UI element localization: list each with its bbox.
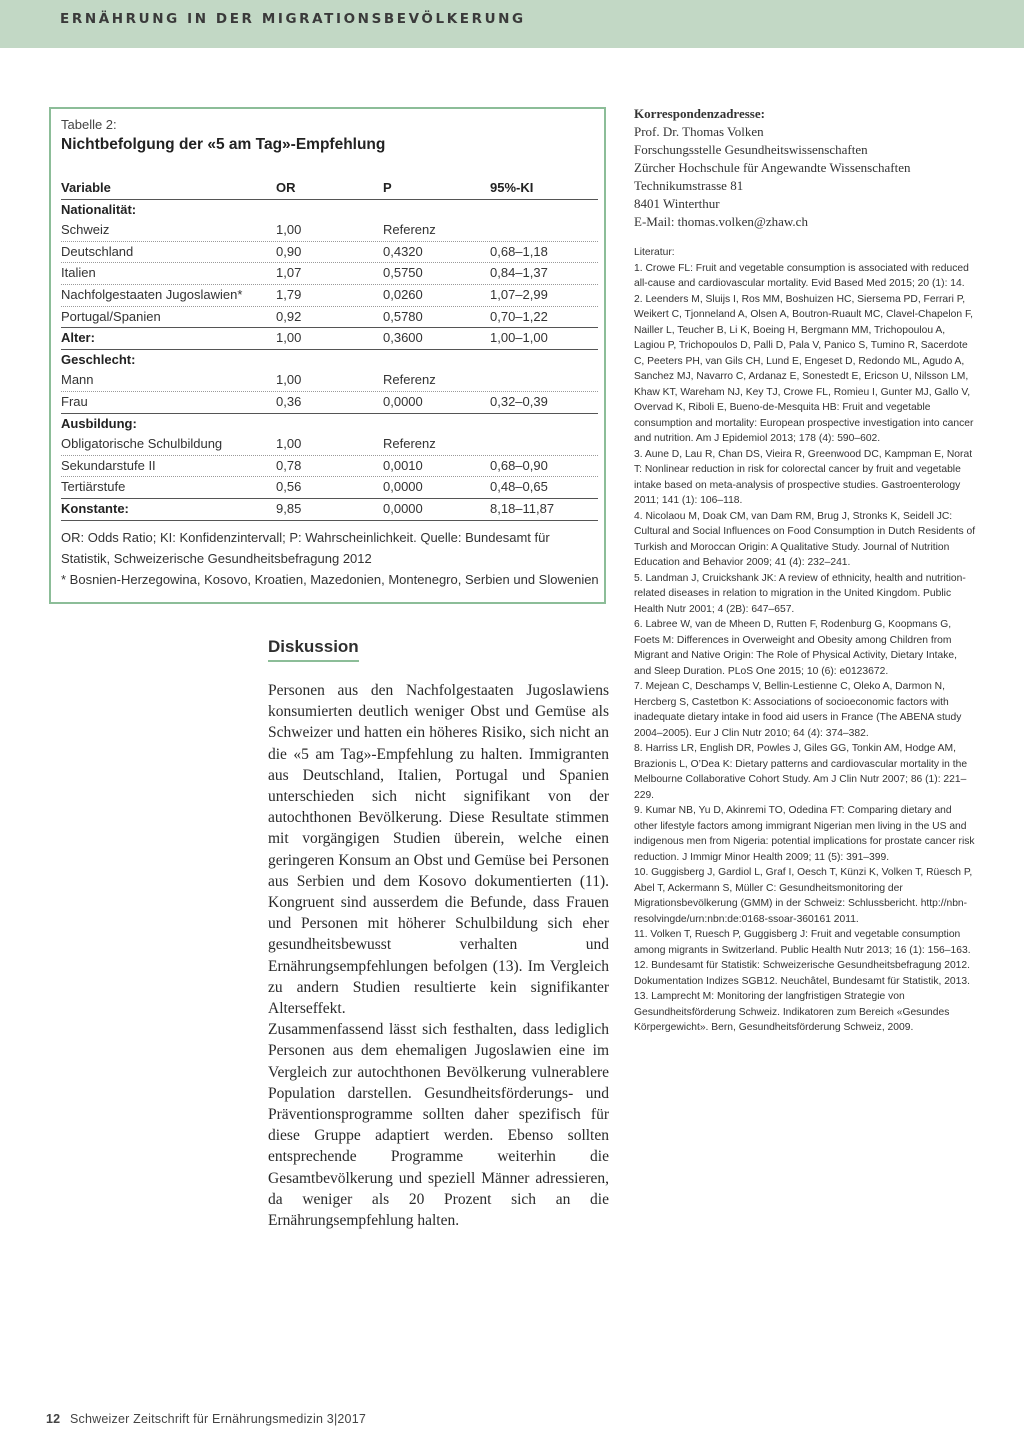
table-box: [49, 107, 606, 604]
contact-title: Korrespondenzadresse:: [634, 106, 765, 121]
contact-email[interactable]: E-Mail: thomas.volken@zhaw.ch: [634, 214, 808, 229]
literature-title: Literatur:: [634, 247, 675, 258]
table-row: [61, 499, 598, 521]
table-cell: Frau: [61, 393, 88, 409]
table-cell: 1,07: [276, 265, 302, 281]
column-header: P: [383, 180, 392, 195]
section-heading: Diskussion: [268, 637, 359, 662]
table-row: [61, 242, 598, 264]
table-label: Tabelle 2:: [61, 117, 117, 132]
table-cell: Ausbildung:: [61, 415, 137, 431]
table-cell: 1,00: [276, 330, 302, 346]
contact-city: 8401 Winterthur: [634, 196, 720, 211]
table-cell: 0,0000: [383, 479, 423, 495]
table-cell: Referenz: [383, 372, 436, 388]
column-header: 95%-KI: [490, 180, 534, 195]
table-row: [61, 350, 598, 371]
table-cell: 1,79: [276, 286, 302, 302]
table-row: [61, 456, 598, 478]
reference-item: 10. Guggisberg J, Gardiol L, Graf I, Oesch T, Künzi K, Volken T, Rüesch P, Abel T, Ackermann S, Müller C: Gesundheitsmonitoring der Migrationsbevölkerung (GMM) in der Schweiz: Schlussbericht. http://nbn-resolvingde/urn:nbn:de:0168-ssoar-360161 2011.: [634, 867, 973, 925]
table-row: [61, 477, 598, 499]
body-paragraph: Personen aus den Nachfolgestaaten Jugoslawiens konsumierten deutlich weniger Obst und Gemüse als Schweizer und hatten ein höheres Risiko, sich nicht an die «5 am Tag»-Empfehlung zu halten. Immigranten aus Deutschland, Italien, Portugal und Spanien unterschieden sich nicht signifikant von der autochthonen Bevölkerung. Diese Resultate stimmen mit vorgängigen Studien überein, welche einen geringeren Konsum an Obst und Gemüse bei Personen aus Serbien und dem Kosovo dokumentierten (11). Kongruent sind ausserdem die Befunde, dass Frauen und Personen mit höherer Schulbildung sich eher gesundheitsbewusst verhalten und Ernährungsempfehlungen befolgen (13). Im Vergleich zu andern Studien resultierte kein signifikanter Alterseffekt.: [268, 682, 609, 1018]
column-header: OR: [276, 180, 296, 195]
table-row: [61, 307, 598, 329]
table-row: [61, 200, 598, 221]
table-row: [61, 285, 598, 307]
contact-street: Technikumstrasse 81: [634, 178, 744, 193]
table-cell: Italien: [61, 265, 96, 281]
table-cell: 0,5780: [383, 308, 423, 324]
table-cell: Alter:: [61, 330, 95, 346]
reference-item: 8. Harriss LR, English DR, Powles J, Giles GG, Tonkin AM, Hodge AM, Brazionis L, O’Dea K: Dietary patterns and cardiovascular mortality in the Melbourne Collaborative Cohort Study. Am J Clin Nutr 2007; 86 (1): 221–229.: [634, 743, 968, 801]
data-table: [61, 178, 598, 521]
table-cell: 1,00–1,00: [490, 330, 548, 346]
table-caption: Nichtbefolgung der «5 am Tag»-Empfehlung: [61, 136, 386, 153]
table-cell: 0,0010: [383, 457, 423, 473]
table-cell: Deutschland: [61, 243, 134, 259]
table-row: [61, 220, 598, 242]
contact-name: Prof. Dr. Thomas Volken: [634, 124, 764, 139]
table-row: [61, 370, 598, 392]
journal-name: Schweizer Zeitschrift für Ernährungsmedizin 3|2017: [70, 1412, 367, 1426]
table-cell: Referenz: [383, 222, 436, 238]
table-note: OR: Odds Ratio; KI: Konfidenzintervall; P: Wahrscheinlichkeit. Quelle: Bundesamt für Statistik, Schweizerische Gesundheitsbefragung 2012: [61, 530, 550, 566]
discussion-body: [268, 680, 609, 1231]
table-row: [61, 392, 598, 414]
table-cell: 0,36: [276, 393, 302, 409]
table-cell: 0,84–1,37: [490, 265, 548, 281]
page-footer: [46, 1412, 366, 1426]
table-cell: 0,4320: [383, 243, 423, 259]
reference-item: 12. Bundesamt für Statistik: Schweizerische Gesundheitsbefragung 2012. Dokumentation Indizes SGB12. Neuchâtel, Bundesamt für Statistik, 2013.: [634, 960, 970, 987]
table-cell: 0,78: [276, 457, 302, 473]
table-cell: 0,0260: [383, 286, 423, 302]
table-cell: Mann: [61, 372, 94, 388]
table-cell: 0,90: [276, 243, 302, 259]
table-cell: 0,0000: [383, 500, 423, 516]
reference-item: 3. Aune D, Lau R, Chan DS, Vieira R, Greenwood DC, Kampman E, Norat T: Nonlinear reduction in risk for colorectal cancer by fruit and vegetable intake based on meta-analysis of prospective studies. Gastroenterology 2011; 141 (1): 106–118.: [634, 448, 973, 506]
table-row: [61, 263, 598, 285]
reference-item: 7. Mejean C, Deschamps V, Bellin-Lestienne C, Oleko A, Darmon N, Hercberg S, Castetbon K: Associations of socioeconomic factors with inadequate dietary intake in food aid users in France (The ABENA study 2004–2005). Eur J Clin Nutr 2010; 64 (4): 374–382.: [634, 681, 962, 739]
table-footnote: * Bosnien-Herzegowina, Kosovo, Kroatien, Mazedonien, Montenegro, Serbien und Slowenien: [61, 572, 599, 587]
table-cell: Schweiz: [61, 222, 110, 238]
table-cell: 0,3600: [383, 330, 423, 346]
table-header-row: [61, 178, 598, 200]
page-number: 12: [46, 1412, 61, 1426]
table-cell: Obligatorische Schulbildung: [61, 436, 223, 452]
reference-item: 4. Nicolaou M, Doak CM, van Dam RM, Brug J, Stronks K, Seidell JC: Cultural and Social Influences on Food Consumption in Dutch Residents of Turkish and Moroccan Origin: A Qualitative Study. Journal of Nutrition Education and Behavior 2009; 41 (4): 232–241.: [634, 510, 976, 568]
running-header-title: ERNÄHRUNG IN DER MIGRATIONSBEVÖLKERUNG: [60, 11, 526, 27]
reference-item: 2. Leenders M, Sluijs I, Ros MM, Boshuizen HC, Siersema PD, Ferrari P, Weikert C, Tjonneland A, Olsen A, Boutron-Ruault MC, Clavel-Chapelon F, Nailler L, Teucher B, Li K, Boeing H, Bergmann MM, Trichopoulou A, Lagiou P, Trichopoulos D, Palli D, Pala V, Panico S, Tumino R, Sacerdote C, Peeters PH, van Gils CH, Lund E, Engeset D, Redondo ML, Agudo A, Sanchez MJ, Navarro C, Ardanaz E, Sonestedt E, Ericson U, Nilsson LM, Khaw KT, Wareham NJ, Key TJ, Crowe FL, Romieu I, Gunter MJ, Gallo V, Overvad K, Riboli E, Bueno-de-Mesquita HB: Fruit and vegetable consumption and mortality: European prospective investigation into cancer and nutrition. Am J Epidemiol 2013; 178 (4): 590–602.: [634, 293, 974, 444]
literature-list: [634, 245, 976, 1036]
table-cell: Portugal/Spanien: [61, 308, 161, 324]
contact-institute: Forschungsstelle Gesundheitswissenschaften: [634, 142, 868, 157]
table-cell: 9,85: [276, 500, 302, 516]
table-cell: Tertiärstufe: [61, 479, 126, 495]
table-cell: 0,68–1,18: [490, 243, 548, 259]
contact-school: Zürcher Hochschule für Angewandte Wissenschaften: [634, 160, 911, 175]
table-cell: Geschlecht:: [61, 351, 136, 367]
reference-item: 5. Landman J, Cruickshank JK: A review of ethnicity, health and nutrition-related diseases in relation to migration in the United Kingdom. Public Health Nutr 2001; 4 (2B): 647–657.: [634, 572, 966, 615]
table-cell: 0,5750: [383, 265, 423, 281]
table-row: [61, 414, 598, 435]
table-cell: 1,00: [276, 222, 302, 238]
table-row: [61, 328, 598, 350]
table-cell: 0,32–0,39: [490, 393, 548, 409]
reference-item: 9. Kumar NB, Yu D, Akinremi TO, Odedina FT: Comparing dietary and other lifestyle factors among immigrant Nigerian men living in the US and indigenous men from Nigeria: potential implications for prostate cancer risk reduction. J Immigr Minor Health 2009; 11 (5): 391–399.: [634, 805, 975, 863]
reference-item: 11. Volken T, Ruesch P, Guggisberg J: Fruit and vegetable consumption among migrants in Switzerland. Public Health Nutr 2013; 16 (1): 156–163.: [634, 929, 971, 956]
table-cell: Referenz: [383, 436, 436, 452]
table-cell: 0,48–0,65: [490, 479, 548, 495]
table-cell: Konstante:: [61, 500, 129, 516]
body-paragraph: Zusammenfassend lässt sich festhalten, dass lediglich Personen aus dem ehemaligen Jugoslawien eine im Vergleich zur autochthonen Bevölkerung vulnerablere Population darstellen. Gesundheitsförderungs- und Präventionsprogramme sollten daher spezifisch für diese Gruppe adaptiert werden. Ebenso sollten entsprechende Programme weiterhin die Gesamtbevölkerung und speziell Männer adressieren, da weniger als 20 Prozent sich an die Ernährungsempfehlung halten.: [268, 1021, 609, 1230]
table-cell: Nationalität:: [61, 201, 137, 217]
table-cell: 0,56: [276, 479, 302, 495]
table-row: [61, 434, 598, 456]
table-cell: 1,00: [276, 372, 302, 388]
table-cell: Nachfolgestaaten Jugoslawien*: [61, 286, 243, 302]
reference-item: 13. Lamprecht M: Monitoring der langfristigen Strategie von Gesundheitsförderung Schweiz. Indikatoren zum Bereich «Gesundes Körpergewicht». Bern, Gesundheitsförderung Schweiz, 2009.: [634, 991, 950, 1033]
table-cell: 1,00: [276, 436, 302, 452]
reference-item: 1. Crowe FL: Fruit and vegetable consumption is associated with reduced all-cause and cardiovascular mortality. Evid Based Med 2015; 20 (1): 14.: [634, 262, 969, 289]
table-cell: 0,70–1,22: [490, 308, 548, 324]
table-cell: 8,18–11,87: [490, 500, 555, 516]
table-cell: 1,07–2,99: [490, 286, 548, 302]
table-cell: 0,92: [276, 308, 302, 324]
column-header: Variable: [61, 180, 111, 195]
table-cell: Sekundarstufe II: [61, 457, 156, 473]
table-cell: 0,0000: [383, 393, 423, 409]
table-cell: 0,68–0,90: [490, 457, 548, 473]
header-band: [0, 0, 1024, 48]
reference-item: 6. Labree W, van de Mheen D, Rutten F, Rodenburg G, Koopmans G, Foets M: Differences in Overweight and Obesity among Children from Migrant and Native Origin: The Role of Physical Activity, Dietary Intake, and Sleep Duration. PLoS One 2015; 10 (6): e0123672.: [634, 619, 957, 677]
correspondence-address: [634, 105, 984, 231]
table-notes: [61, 527, 601, 590]
